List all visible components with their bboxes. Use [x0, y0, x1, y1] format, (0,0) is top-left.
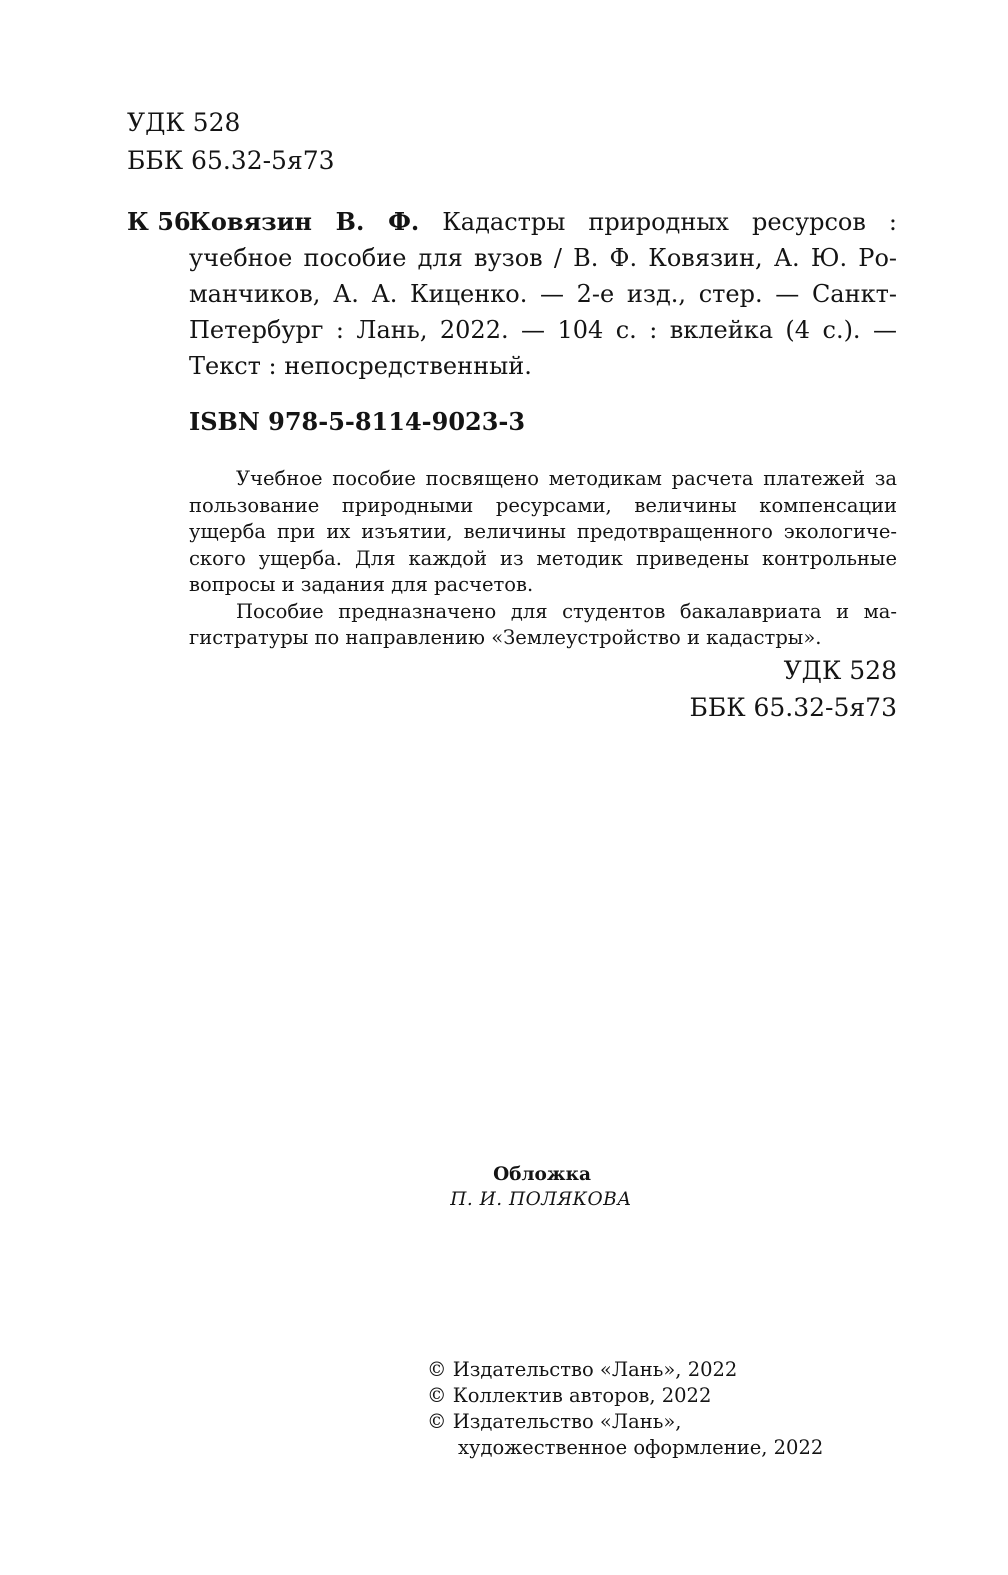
bibliographic-description: [189, 204, 897, 384]
abstract-line: ского ущерба. Для каждой из методик приведены контрольные: [189, 546, 897, 570]
copyright-block: [427, 1357, 823, 1461]
book-title: Кадастры природных ресурсов :: [442, 208, 897, 236]
abstract-line: Учебное пособие посвящено методикам расчета платежей за: [236, 467, 897, 490]
cover-designer: П. И. ПОЛЯКОВА: [450, 1189, 632, 1210]
record-line-5: Текст : непосредственный.: [189, 352, 532, 380]
classification-codes-bottom: [689, 652, 897, 726]
abstract: [189, 466, 897, 652]
record-line-2: учебное пособие для вузов / В. Ф. Ковязин, А. Ю. Ро-: [189, 244, 897, 272]
bbk-code: ББК 65.32-5я73: [127, 146, 335, 175]
udk-code: УДК 528: [127, 108, 241, 137]
record-line-3: манчиков, А. А. Киценко. — 2-е изд., стер. — Санкт-: [189, 280, 897, 308]
isbn: ISBN 978-5-8114-9023-3: [189, 407, 526, 436]
classification-codes-top: [127, 104, 335, 180]
copyright-line: © Издательство «Лань»,: [427, 1410, 682, 1433]
bbk-code: ББК 65.32-5я73: [689, 693, 897, 722]
copyright-line: художественное оформление, 2022: [458, 1436, 824, 1459]
udk-code: УДК 528: [783, 656, 897, 685]
cover-credit: [0, 1162, 1008, 1212]
copyright-line: © Издательство «Лань», 2022: [427, 1358, 738, 1381]
cover-label: Обложка: [493, 1164, 591, 1185]
abstract-line: Пособие предназначено для студентов бакалавриата и ма-: [236, 599, 897, 623]
abstract-line: вопросы и задания для расчетов.: [189, 573, 534, 596]
record-line-1: [189, 204, 897, 240]
author-mark: К 56: [127, 207, 191, 236]
author-name: Ковязин В. Ф.: [189, 207, 420, 236]
abstract-line: пользование природными ресурсами, величины компенсации: [189, 493, 897, 517]
copyright-line: © Коллектив авторов, 2022: [427, 1384, 712, 1407]
abstract-line: ущерба при их изъятии, величины предотвращенного экологиче-: [189, 520, 897, 543]
abstract-line: гистратуры по направлению «Землеустройство и кадастры».: [189, 626, 822, 649]
record-line-4: Петербург : Лань, 2022. — 104 с. : вклейка (4 с.). —: [189, 316, 897, 344]
